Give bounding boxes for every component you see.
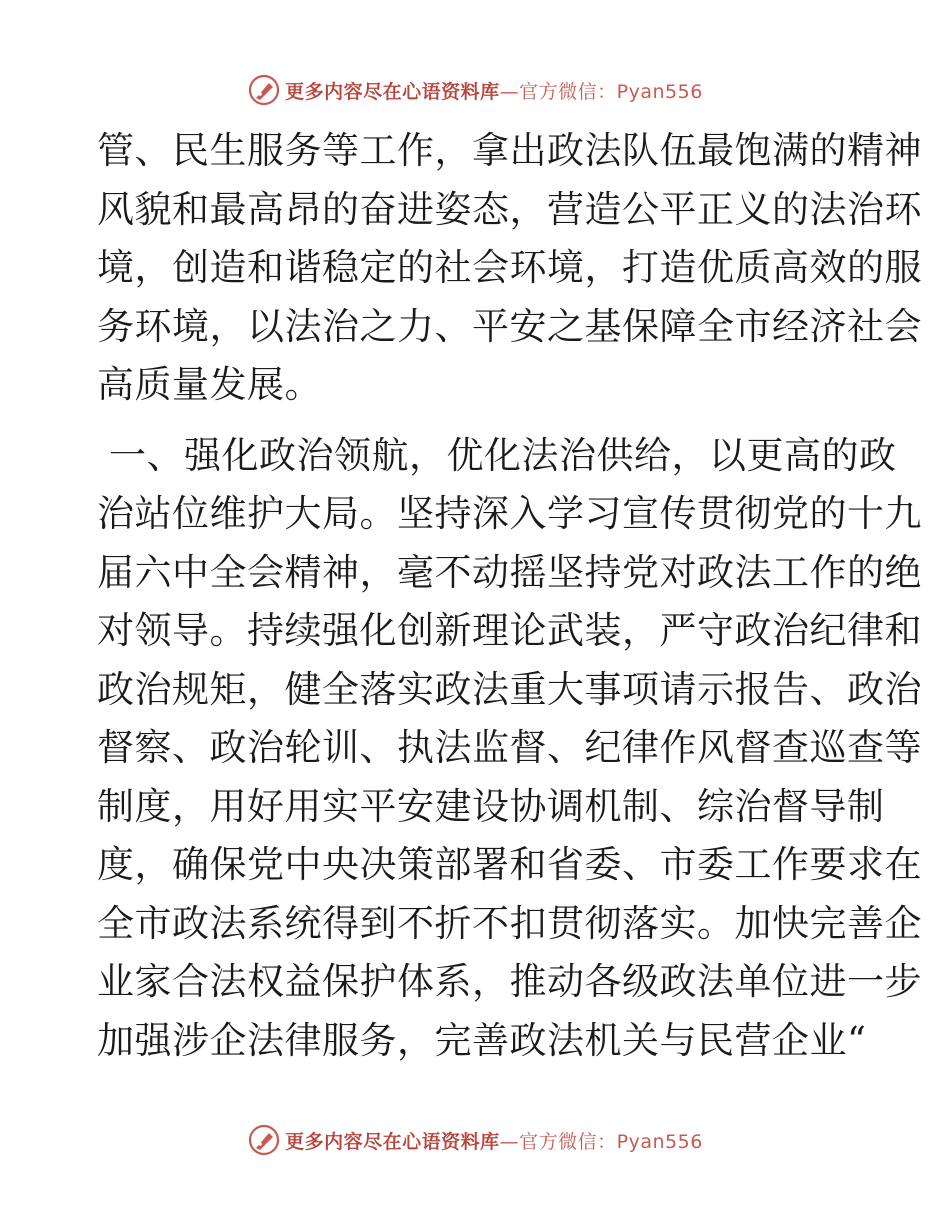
- footer-banner-text: [285, 1127, 703, 1154]
- footer-banner-strong: 更多内容尽在心语资料库: [285, 1130, 500, 1153]
- footer-banner-rest: —官方微信：Pyan556: [499, 1130, 703, 1153]
- header-banner-rest: —官方微信：Pyan556: [499, 80, 703, 103]
- pen-logo-icon: [247, 1123, 281, 1157]
- paragraph-1: [97, 122, 922, 415]
- text-line: 督察、政治轮训、执法监督、纪律作风督查巡查等: [97, 726, 922, 769]
- text-line: 高质量发展。: [97, 363, 322, 406]
- text-line: 政治规矩，健全落实政法重大事项请示报告、政治: [97, 667, 922, 711]
- text-line: 对领导。持续强化创新理论武装，严守政治纪律和: [97, 609, 922, 652]
- text-line: 度，确保党中央决策部署和省委、市委工作要求在: [97, 843, 922, 886]
- text-line: 业家合法权益保护体系，推动各级政法单位进一步: [97, 960, 922, 1003]
- text-line: 风貌和最高昂的奋进姿态，营造公平正义的法治环: [97, 187, 922, 231]
- paragraph-gap: [97, 415, 857, 427]
- header-banner-strong: 更多内容尽在心语资料库: [285, 80, 500, 103]
- text-line: 加强涉企法律服务，完善政法机关与民营企业“: [97, 1018, 867, 1062]
- document-body: [97, 122, 922, 1070]
- pen-logo-icon: [247, 73, 281, 107]
- paragraph-2: [97, 427, 922, 1071]
- text-line: 制度，用好用实平安建设协调机制、综治督导制: [97, 784, 885, 828]
- text-line: 管、民生服务等工作，拿出政法队伍最饱满的精神: [97, 129, 922, 172]
- text-line: 一、强化政治领航，优化法治供给，以更高的政: [109, 433, 897, 477]
- header-banner-text: [285, 77, 703, 104]
- text-line: 境，创造和谐稳定的社会环境，打造优质高效的服: [97, 246, 922, 289]
- footer-banner: [0, 1120, 950, 1160]
- text-line: 务环境，以法治之力、平安之基保障全市经济社会: [97, 304, 922, 348]
- text-line: 届六中全会精神，毫不动摇坚持党对政法工作的绝: [97, 550, 922, 594]
- text-line: 治站位维护大局。坚持深入学习宣传贯彻党的十九: [97, 492, 922, 535]
- header-banner: [0, 70, 950, 110]
- text-line: 全市政法系统得到不折不扣贯彻落实。加快完善企: [97, 901, 922, 945]
